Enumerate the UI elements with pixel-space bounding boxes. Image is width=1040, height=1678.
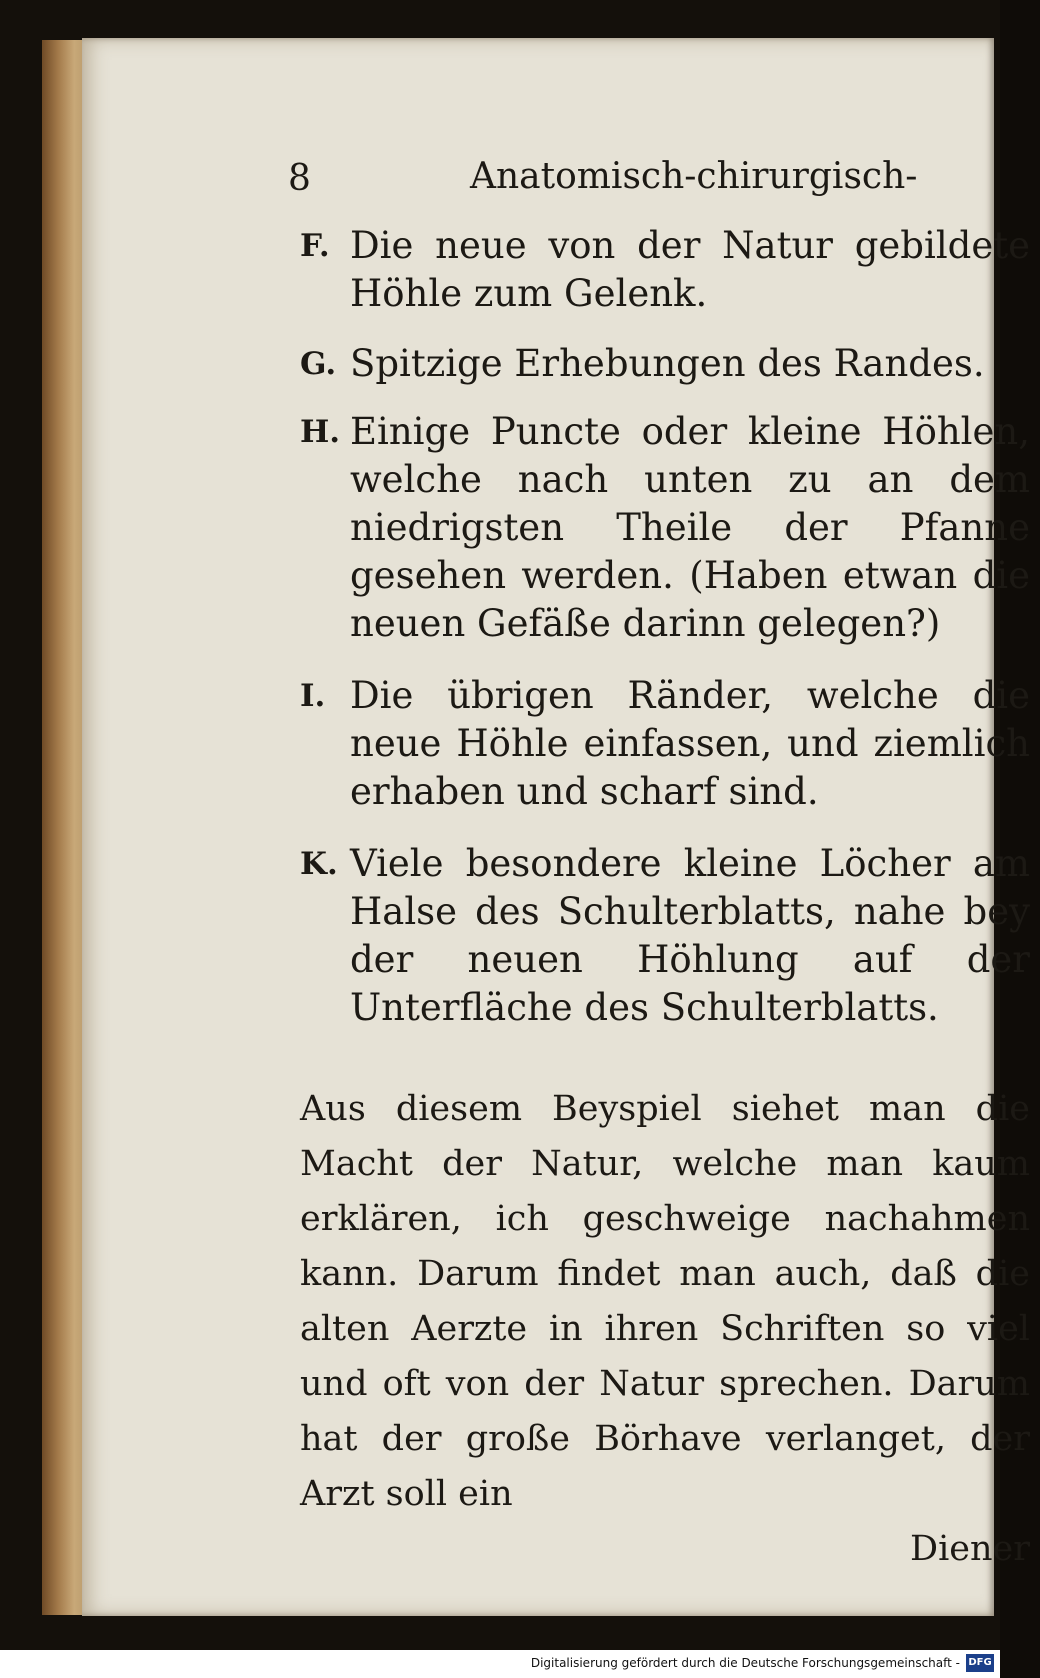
legend-text: Einige Puncte oder kleine Höhlen, welche nach unten zu an dem niedrigsten Theile der Pfanne gesehen werden. (Haben etwan die neuen Gefäße darinn gelegen?) — [350, 410, 1030, 645]
legend-letter: G. — [300, 346, 337, 382]
legend-entry-g — [210, 340, 1040, 388]
running-head-title: Anatomisch-chirurgisch- — [470, 156, 918, 197]
book-page — [82, 38, 1030, 1616]
page-content — [210, 128, 1040, 1577]
legend-letter: I. — [300, 678, 326, 714]
legend-entry-h — [210, 408, 1040, 648]
legend-text: Viele besondere kleine Löcher am Halse des Schulterblatts, nahe bey der neuen Höhlung auf der Unterfläche des Schulterblatts. — [350, 842, 1030, 1029]
running-head — [210, 128, 1040, 202]
legend-letter: F. — [300, 228, 330, 264]
legend-letter: K. — [300, 846, 338, 882]
page-number: 8 — [288, 158, 311, 199]
legend-text: Die übrigen Ränder, welche die neue Höhle einfassen, und ziemlich erhaben und scharf sind. — [350, 674, 1030, 813]
legend-letter: H. — [300, 414, 341, 450]
footer-credit: Digitalisierung gefördert durch die Deutsche Forschungsgemeinschaft - — [530, 1656, 960, 1670]
legend-text: Die neue von der Natur gebildete Höhle zum Gelenk. — [350, 224, 1030, 315]
legend-entry-k — [210, 840, 1040, 1032]
dfg-logo: DFG — [966, 1654, 994, 1672]
catchword: Diener — [910, 1529, 1030, 1569]
digitization-footer — [0, 1650, 1000, 1678]
legend-text: Spitzige Erhebungen des Randes. — [350, 342, 985, 385]
body-paragraph: Aus diesem Beyspiel siehet man die Macht der Natur, welche man kaum erklären, ich geschweige nachahmen kann. Darum findet man auch, daß die alten Aerzte in ihren Schriften so viel und oft von der Natur sprechen. Darum hat der große Börhave verlanget, der Arzt soll ein — [300, 1089, 1030, 1514]
legend-entry-i — [210, 672, 1040, 816]
legend-entry-f — [210, 222, 1040, 318]
